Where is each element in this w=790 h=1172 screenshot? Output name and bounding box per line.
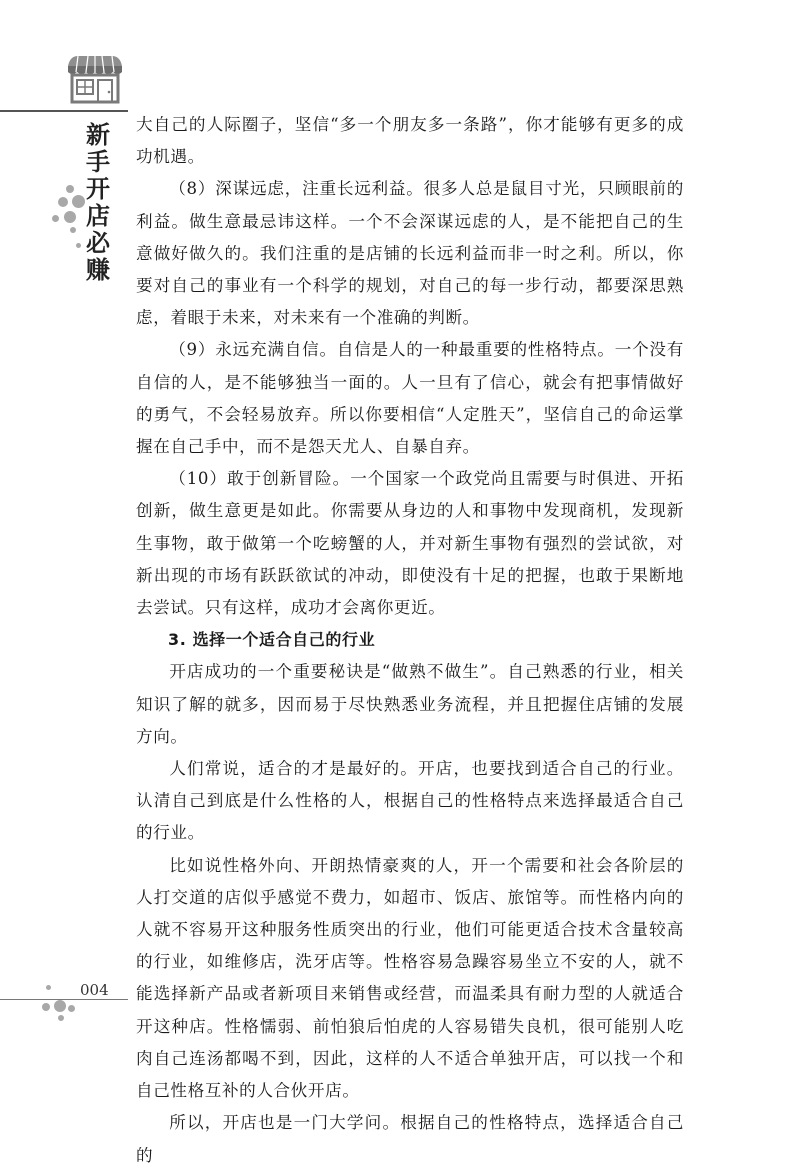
- decoration-dot: [58, 197, 68, 207]
- chapter-side-title: 新手开店必赚: [86, 120, 110, 284]
- body-text: [136, 109, 684, 1172]
- decoration-dot: [64, 211, 76, 223]
- decoration-dot: [42, 1003, 50, 1011]
- paragraph: 人们常说，适合的才是最好的。开店，也要找到适合自己的行业。认清自己到底是什么性格的人，根据自己的性格特点来选择最适合自己的行业。: [136, 759, 684, 843]
- decoration-dot: [72, 195, 85, 208]
- decoration-dot: [76, 243, 81, 248]
- decoration-dot: [54, 1000, 66, 1012]
- page-number: 004: [80, 981, 109, 999]
- section-heading: 3. 选择一个适合自己的行业: [168, 630, 376, 650]
- storefront-icon: [66, 52, 124, 104]
- decoration-dot: [52, 215, 59, 222]
- side-decoration-dots: [48, 185, 98, 255]
- paragraph: （9）永远充满自信。自信是人的一种最重要的性格特点。一个没有自信的人，是不能够独当一面的。人一旦有了信心，就会有把事情做好的勇气，不会轻易放弃。所以你要相信“人定胜天”，坚信自己的命运掌握在自己手中，而不是怨天尤人、自暴自弃。: [136, 340, 684, 457]
- paragraph: 比如说性格外向、开朗热情豪爽的人，开一个需要和社会各阶层的人打交道的店似乎感觉不费力，如超市、饭店、旅馆等。而性格内向的人就不容易开这种服务性质突出的行业，他们可能更适合技术含量较高的行业，如维修店，洗牙店等。性格容易急躁容易坐立不安的人，就不能选择新产品或者新项目来销售或经营，而温柔具有耐力型的人就适合开这种店。性格懦弱、前怕狼后怕虎的人容易错失良机，很可能别人吃肉自己连汤都喝不到，因此，这样的人不适合单独开店，可以找一个和自己性格互补的人合伙开店。: [136, 855, 684, 1101]
- decoration-dot: [70, 227, 76, 233]
- decoration-dot: [68, 1005, 75, 1012]
- paragraph: 开店成功的一个重要秘诀是“做熟不做生”。自己熟悉的行业，相关知识了解的就多，因而易于尽快熟悉业务流程，并且把握住店铺的发展方向。: [136, 662, 684, 746]
- header-rule: [0, 110, 128, 112]
- paragraph: （8）深谋远虑，注重长远利益。很多人总是鼠目寸光，只顾眼前的利益。做生意最忌讳这样。一个不会深谋远虑的人，是不能把自己的生意做好做久的。我们注重的是店铺的长远利益而非一时之利。所以，你要对自己的事业有一个科学的规划，对自己的每一步行动，都要深思熟虑，着眼于未来，对未来有一个准确的判断。: [136, 179, 684, 328]
- paragraph: 大自己的人际圈子，坚信“多一个朋友多一条路”，你才能够有更多的成功机遇。: [136, 115, 684, 167]
- decoration-dot: [58, 1015, 64, 1021]
- paragraph: （10）敢于创新冒险。一个国家一个政党尚且需要与时俱进、开拓创新，做生意更是如此。你需要从身边的人和事物中发现商机，发现新生事物，敢于做第一个吃螃蟹的人，并对新生事物有强烈的尝试欲，对新出现的市场有跃跃欲试的冲动，即使没有十足的把握，也敢于果断地去尝试。只有这样，成功才会离你更近。: [136, 469, 684, 618]
- decoration-dot: [66, 185, 74, 193]
- decoration-dot: [46, 985, 51, 990]
- footer-decoration-dots: [40, 985, 90, 1025]
- paragraph: 所以，开店也是一门大学问。根据自己的性格特点，选择适合自己的: [136, 1113, 684, 1165]
